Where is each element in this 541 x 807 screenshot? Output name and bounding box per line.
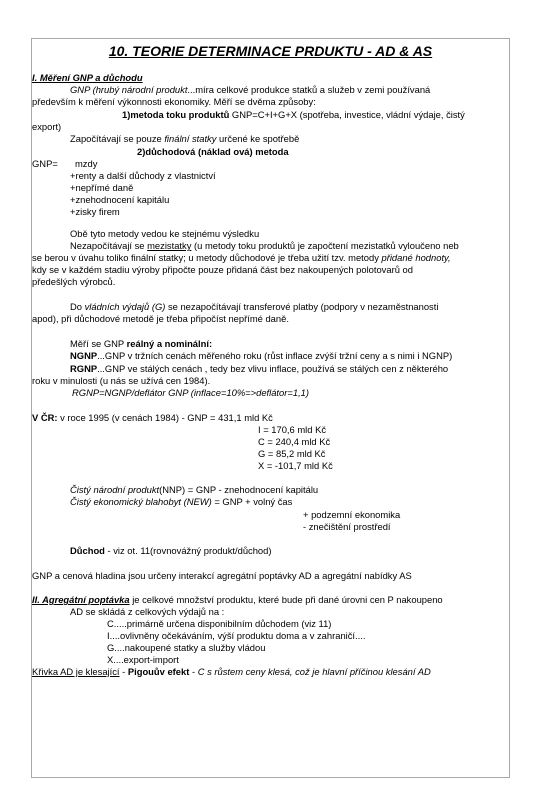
nnp-line: Čistý národní produkt(NNP) = GNP - znehodnocení kapitálu xyxy=(70,484,319,495)
ad-composition: AD se skládá z celkových výdajů na : xyxy=(70,606,225,617)
ad-component: I....ovlivněny očekáváním, výší produktu doma a v zahraničí.... xyxy=(107,630,366,641)
government-spending-para: Do vládních výdajů (G) se nezapočítávají transferové platby (podpory v nezaměstnanosti xyxy=(70,301,439,312)
gnp-equals-label: GNP= xyxy=(32,158,58,169)
czech-label: V ČR: xyxy=(32,412,58,423)
same-result-text: Obě tyto metody vedou ke stejnému výsledku xyxy=(70,228,260,239)
final-goods-term: finální statky xyxy=(164,133,217,144)
page-title: 10. TEORIE DETERMINACE PRDUKTU - AD & AS xyxy=(108,43,433,59)
czech-value: C = 240,4 mld Kč xyxy=(258,436,331,447)
income-reference: Důchod - viz ot. 11(rovnovážný produkt/důchod) xyxy=(70,545,272,556)
intermediate-goods-line2: se berou v úvahu toliko finální statky; u metody důchodové je třeba užití tzv. metody přidané hodnoty, xyxy=(32,252,451,263)
intermediate-goods-line4: předešlých výrobců. xyxy=(32,276,116,287)
government-spending-term: vládních výdajů (G) xyxy=(84,301,166,312)
rgnp-label: RGNP xyxy=(70,363,98,374)
intermediate-goods-line3: kdy se v každém stadiu výroby připočte pouze přidaná část bez nakoupených polotovarů od xyxy=(32,264,413,275)
method-1-note: Započítávají se pouze finální statky určené ke spotřebě xyxy=(70,133,300,144)
real-nominal-heading: Měří se GNP reálný a nominální: xyxy=(70,338,213,349)
income-item: +znehodnocení kapitálu xyxy=(70,194,170,205)
method-1-formula: GNP=C+I+G+X (spotřeba, investice, vládní výdaje, čistý xyxy=(231,109,465,120)
gnp-definition xyxy=(70,84,430,95)
method-1-line xyxy=(122,109,465,120)
gnp-definition-line2: především k měření výkonnosti ekonomiky. Měří se dvěma způsoby: xyxy=(32,96,316,107)
ad-curve-line: Křivka AD je klesající - Pigouův efekt - C s růstem ceny klesá, což je hlavní příčinou klesání AD xyxy=(32,666,431,677)
summary-text: GNP a cenová hladina jsou určeny interakcí agregátní poptávky AD a agregátní nabídky AS xyxy=(32,570,412,581)
gnp-term: GNP (hrubý národní produkt xyxy=(70,84,188,95)
czech-value: I = 170,6 mld Kč xyxy=(258,424,327,435)
income-item: +nepřímé daně xyxy=(70,182,134,193)
ad-component: G....nakoupené statky a služby vládou xyxy=(107,642,266,653)
ad-component: C.....primárně určena disponibilním důchodem (viz 11) xyxy=(107,618,332,629)
section-2-heading-line: II. Agregátní poptávka je celkové množství produktu, které bude při dané úrovni cen P nakoupeno xyxy=(32,594,443,605)
government-spending-line2: apod), při důchodové metodě je třeba připočíst nepřímé daně. xyxy=(32,313,289,324)
income-item: +zisky firem xyxy=(70,206,120,217)
new-term: Čistý ekonomický blahobyt (NEW) xyxy=(70,496,212,507)
czech-value: G = 85,2 mld Kč xyxy=(258,448,326,459)
section-1-heading: I. Měření GNP a důchodu xyxy=(32,72,143,83)
ngnp-line: NGNP...GNP v tržních cenách měřeného roku (růst inflace zvýší tržní ceny a s nimi i NGNP) xyxy=(70,350,453,361)
method-1-formula-line2: export) xyxy=(32,121,62,132)
value-added-term: přidané hodnoty, xyxy=(381,252,451,263)
rgnp-line2: roku v minulosti (u nás se užívá cen 1984). xyxy=(32,375,211,386)
method-1-title: 1)metoda toku produktů xyxy=(122,109,230,120)
section-2-heading: II. Agregátní poptávka xyxy=(32,594,130,605)
czech-value: X = -101,7 mld Kč xyxy=(258,460,333,471)
new-plus-item: + podzemní ekonomika xyxy=(303,509,401,520)
income-item: +renty a další důchody z vlastnictví xyxy=(70,170,216,181)
nnp-term: Čistý národní produkt xyxy=(70,484,160,495)
income-label: Důchod xyxy=(70,545,105,556)
intermediate-goods-para: Nezapočítávají se mezistatky (u metody toku produktů je započtení mezistatků vyloučeno neb xyxy=(70,240,459,251)
new-line: Čistý ekonomický blahobyt (NEW) = GNP + volný čas xyxy=(70,496,293,507)
new-minus-item: - znečištění prostředí xyxy=(303,521,391,532)
ad-component: X....export-import xyxy=(107,654,179,665)
ngnp-label: NGNP xyxy=(70,350,98,361)
gnp-def-text: ...míra celkové produkce statků a služeb v zemi používaná xyxy=(187,84,431,95)
intermediate-goods-term: mezistatky xyxy=(147,240,192,251)
pigou-effect-term: Pigouův efekt xyxy=(127,666,190,677)
method-2-title: 2)důchodová (náklad ová) metoda xyxy=(137,146,289,157)
rgnp-line: RGNP...GNP ve stálých cenách , tedy bez vlivu inflace, používá se stálých cen z některého xyxy=(70,363,449,374)
rgnp-formula: RGNP=NGNP/deflátor GNP (inflace=10%=>deflátor=1,1) xyxy=(72,387,310,398)
czech-data-line: V ČR: v roce 1995 (v cenách 1984) - GNP = 431,1 mld Kč xyxy=(32,412,273,423)
ad-curve-term: Křivka AD je klesající xyxy=(32,666,120,677)
income-item: mzdy xyxy=(75,158,98,169)
